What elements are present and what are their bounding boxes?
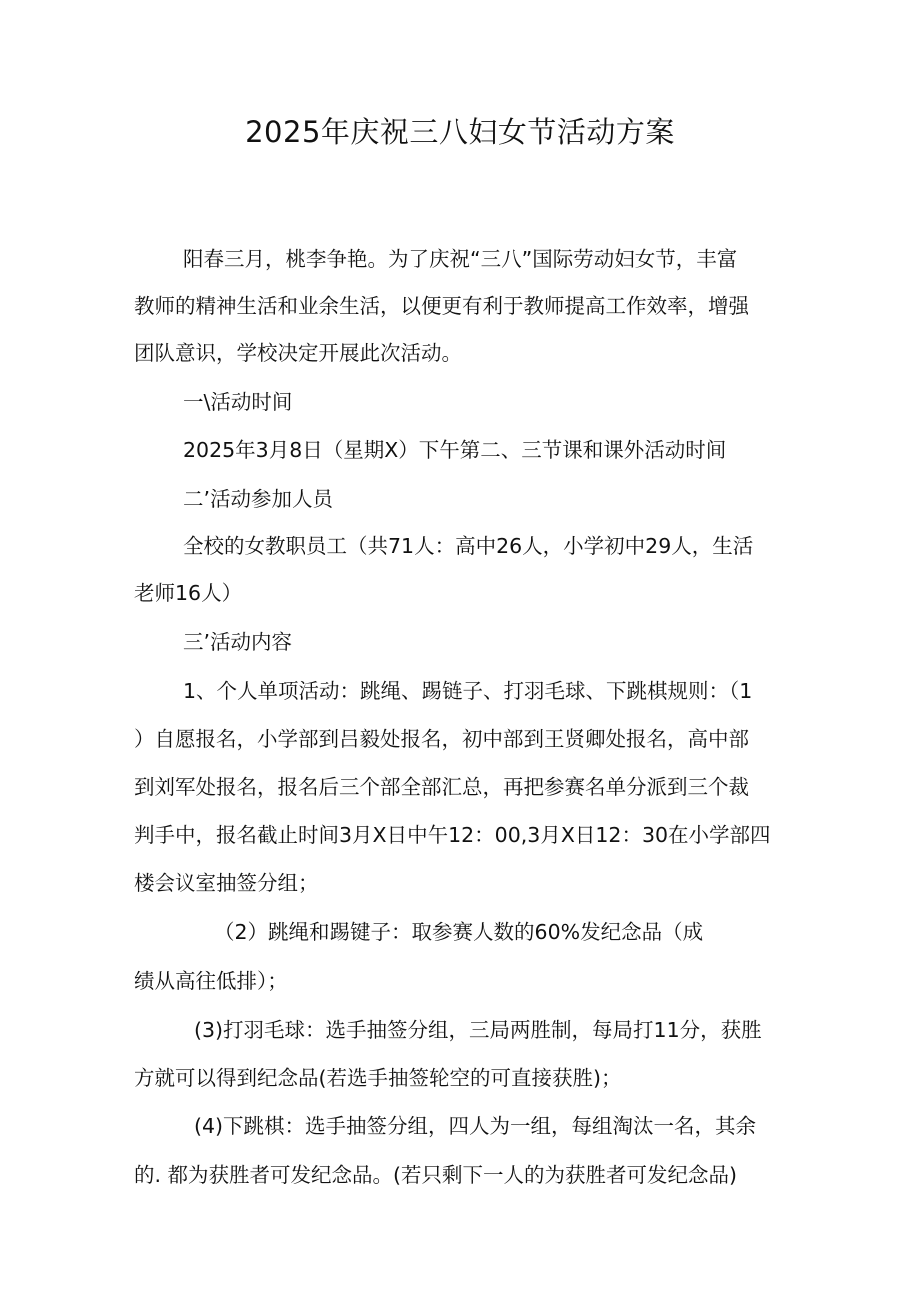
paragraph-line: 1、个人单项活动：跳绳、踢链子、打羽毛球、下跳棋规则：（1	[183, 679, 753, 703]
paragraph-line: 教师的精神生活和业余生活，以便更有利于教师提高工作效率，增强	[134, 294, 749, 318]
paragraph-line: 2025年3月8日（星期X）下午第二、三节课和课外活动时间	[183, 438, 727, 462]
paragraph-line: 到刘军处报名，报名后三个部全部汇总，再把参赛名单分派到三个裁	[134, 775, 749, 799]
paragraph-line: 全校的女教职员工（共71人：高中26人，小学初中29人，生活	[183, 534, 754, 558]
paragraph-line: 团队意识，学校决定开展此次活动。	[134, 341, 462, 365]
section-heading: 一\活动时间	[183, 390, 293, 414]
paragraph-line: 判手中，报名截止时间3月X日中午12：00,3月X日12：30在小学部四	[134, 823, 771, 847]
paragraph-line: ）自愿报名，小学部到吕毅处报名，初中部到王贤卿处报名，高中部	[134, 727, 749, 751]
paragraph-line: 的. 都为获胜者可发纪念品。(若只剩下一人的为获胜者可发纪念品)	[134, 1163, 738, 1187]
paragraph-line: 方就可以得到纪念品(若选手抽签轮空的可直接获胜)；	[134, 1066, 622, 1090]
paragraph-line: 绩从高往低排）；	[134, 969, 288, 993]
paragraph-line: 楼会议室抽签分组；	[134, 871, 319, 895]
section-heading: 二’活动参加人员	[183, 487, 334, 511]
paragraph-line: 老师16人）	[134, 581, 243, 605]
section-heading: 三’活动内容	[183, 630, 293, 654]
paragraph-line: 阳春三月，桃李争艳。为了庆祝“三八”国际劳动妇女节，丰富	[183, 247, 738, 271]
document-title: 2025年庆祝三八妇女节活动方案	[245, 115, 675, 149]
paragraph-line: (3)打羽毛球：选手抽签分组，三局两胜制，每局打11分，获胜	[194, 1018, 762, 1042]
paragraph-line: (4)下跳棋：选手抽签分组，四人为一组，每组淘汰一名，其余	[194, 1114, 757, 1138]
paragraph-line: （2）跳绳和踢键子：取参赛人数的60%发纪念品（成	[214, 920, 704, 944]
